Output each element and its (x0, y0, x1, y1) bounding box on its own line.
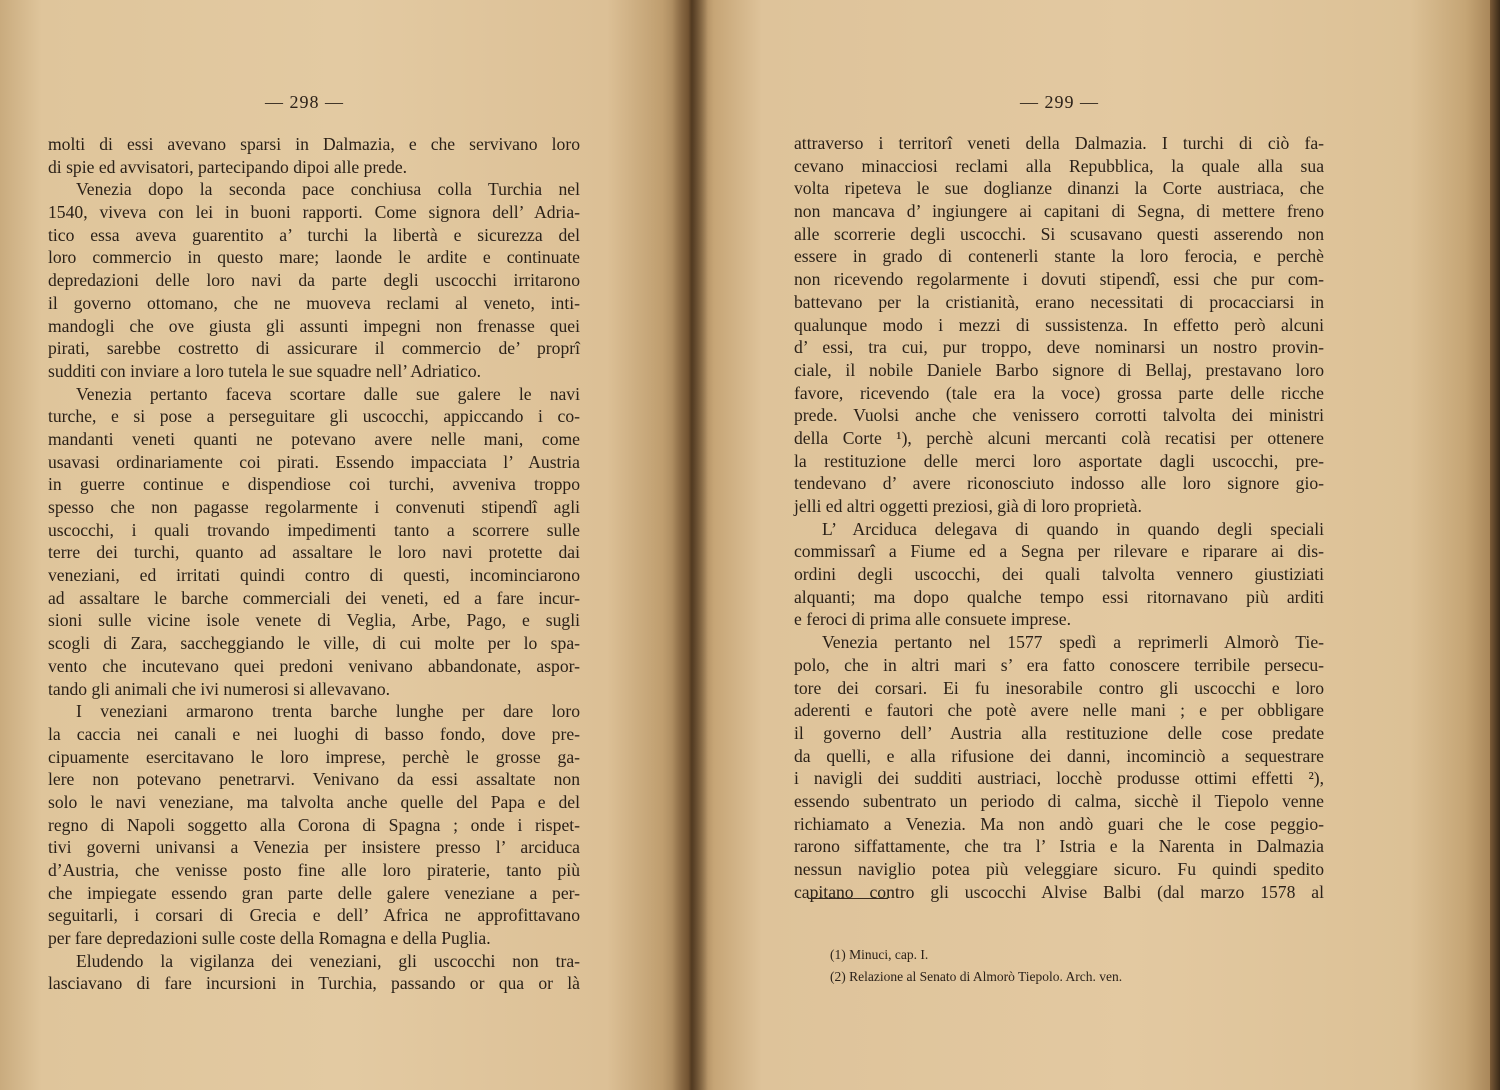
right-page-text (794, 132, 1324, 903)
text-line: regno di Napoli soggetto alla Corona di Spagna ; onde i rispet- (48, 814, 580, 835)
text-line: volta ripeteva le sue doglianze dinanzi la Corte austriaca, che (794, 178, 1324, 199)
text-line: ordini degli uscocchi, dei quali talvolta vennero giustiziati (794, 564, 1324, 585)
text-line: non mancava d’ ingiungere ai capitani di Segna, di mettere freno (794, 201, 1324, 222)
text-line: e feroci di prima alle consuete imprese. (794, 609, 1071, 630)
text-line: essere in grado di contenerli stante la loro ferocia, e perchè (794, 246, 1324, 267)
text-line: seguitarli, i corsari di Grecia e dell’ Africa ne approfittavano (48, 905, 580, 926)
footnotes (830, 944, 1330, 988)
right-page (690, 0, 1490, 1090)
text-line: cipuamente esercitavano le loro imprese, perchè le grosse ga- (48, 746, 580, 767)
text-line: molti di essi avevano sparsi in Dalmazia, e che servivano loro (48, 134, 580, 154)
text-line: qualunque modo i mezzi di sussistenza. In effetto però alcuni (794, 314, 1324, 335)
text-line: spesso che non pagasse regolarmente i convenuti stipendî agli (48, 497, 580, 517)
text-line: commissarî a Fiume ed a Segna per rilevare e riparare ai dis- (794, 541, 1324, 562)
text-line: jelli ed altri oggetti preziosi, già di loro proprietà. (794, 496, 1142, 516)
text-line: depredazioni delle loro navi da parte degli uscocchi irritarono (48, 270, 580, 291)
text-line: che impiegate essendo gran parte delle galere veneziane a per- (48, 882, 580, 903)
text-line: capitano contro gli uscocchi Alvise Balbi (dal marzo 1578 al (794, 881, 1324, 902)
text-line: essendo subentrato un periodo di calma, sicchè il Tiepolo venne (794, 790, 1324, 811)
text-line: pirati, sarebbe costretto di assicurare il commercio de’ proprî (48, 338, 580, 359)
text-line: 1540, viveva con lei in buoni rapporti. Come signora dell’ Adria- (48, 202, 580, 223)
text-line: battevano per la cristianità, erano necessitati di procacciarsi in (794, 291, 1324, 312)
text-line: alquanti; ma dopo qualche tempo essi ritornavano più arditi (794, 586, 1324, 607)
text-line: il governo dell’ Austria alla restituzione delle cose predate (794, 722, 1324, 743)
text-line: la restituzione delle merci loro asportate dagli uscocchi, pre- (794, 450, 1324, 471)
book-gutter (672, 0, 708, 1090)
text-line: terre dei turchi, quanto ad assaltare le loro navi protette dai (48, 542, 580, 563)
text-line: la caccia nei canali e nei luoghi di basso fondo, dove pre- (48, 723, 580, 744)
text-line: rarono siffattamente, che tra l’ Istria e la Narenta in Dalmazia (794, 836, 1324, 857)
text-line: I veneziani armarono trenta barche lunghe per dare loro (76, 701, 580, 722)
text-line: sudditi con inviare a loro tutela le sue squadre nell’ Adriatico. (48, 360, 482, 381)
text-line: d’ essi, tra cui, pur troppo, deve nominarsi un nostro provin- (794, 337, 1324, 358)
text-line: di spie ed avvisatori, partecipando dipoi alle prede. (48, 156, 408, 177)
text-line: i navigli dei sudditi austriaci, locchè produsse ottimi effetti ²), (794, 768, 1324, 789)
text-line: Eludendo la vigilanza dei veneziani, gli uscocchi non tra- (76, 950, 580, 971)
text-line: lere non potevano penetrarvi. Venivano da essi assaltate non (48, 769, 580, 790)
text-line: scogli di Zara, saccheggiando le ville, di cui molte per lo spa- (48, 633, 580, 654)
text-line: tando gli animali che ivi numerosi si allevavano. (48, 678, 391, 699)
text-line: richiamato a Venezia. Ma non andò guari che le cose peggio- (794, 813, 1324, 834)
text-line: polo, che in altri mari s’ era fatto conoscere terribile persecu- (794, 654, 1324, 675)
text-line: nessun naviglio potea più veleggiare sicuro. Fu quindi spedito (794, 859, 1324, 879)
text-line: ciale, il nobile Daniele Barbo signore di Bellaj, prestavano loro (794, 359, 1324, 380)
text-line: in guerre continue e dispendiose coi turchi, avveniva troppo (48, 474, 580, 495)
footnote-divider (808, 898, 888, 899)
text-line: Venezia pertanto nel 1577 spedì a reprimerli Almorò Tie- (822, 632, 1324, 653)
page-edge (1490, 0, 1500, 1090)
text-line: d’Austria, che venisse posto fine alle loro piraterie, tanto più (48, 860, 580, 880)
text-line: turche, e si pose a perseguitare gli uscocchi, appiccando i co- (48, 406, 580, 427)
text-line: sioni sulle vicine isole venete di Veglia, Arbe, Pago, e sugli (48, 610, 580, 631)
text-line: da quelli, e alla rifusione dei danni, incominciò a sequestrare (794, 745, 1324, 766)
text-line: usavasi ordinariamente coi pirati. Essendo impacciata l’ Austria (48, 451, 580, 472)
footnote: (1) Minuci, cap. I. (830, 947, 929, 962)
page-number-right: — 299 — (1020, 92, 1099, 112)
text-line: tore dei corsari. Ei fu inesorabile contro gli uscocchi e loro (794, 677, 1324, 698)
text-line: tico essa aveva guarentito a’ turchi la libertà e sicurezza del (48, 224, 580, 245)
text-line: vento che incutevano quei predoni venivano abbandonate, aspor- (48, 655, 580, 676)
text-line: Venezia pertanto faceva scortare dalle sue galere le navi (76, 383, 580, 404)
text-line: alle scorrerie degli uscocchi. Si scusavano questi asserendo non (794, 223, 1324, 244)
text-line: della Corte ¹), perchè alcuni mercanti colà recatisi per ottenere (794, 427, 1324, 448)
page-number-left: — 298 — (265, 92, 344, 112)
text-line: tendevano d’ avere riconosciuto indosso alle loro signore gio- (794, 473, 1324, 494)
text-line: favore, ricevendo (tale era la voce) grossa parte delle ricche (794, 382, 1324, 403)
text-line: il governo ottomano, che ne muoveva reclami al veneto, inti- (48, 292, 580, 313)
text-line: veneziani, ed irritati quindi contro di questi, incominciarono (48, 565, 580, 586)
text-line: L’ Arciduca delegava di quando in quando degli speciali (822, 518, 1324, 539)
text-line: loro commercio in questo mare; laonde le ardite e continuate (48, 247, 580, 268)
footnote: (2) Relazione al Senato di Almorò Tiepolo. Arch. ven. (830, 969, 1123, 984)
text-line: non ricevendo regolarmente i dovuti stipendî, essi che pur com- (794, 269, 1324, 290)
text-line: prede. Vuolsi anche che venissero corrotti talvolta dei ministri (794, 405, 1324, 426)
text-line: lasciavano di fare incursioni in Turchia, passando or qua or là (48, 973, 580, 994)
text-line: ad assaltare le barche commerciali dei veneti, ed a fare incur- (48, 587, 580, 608)
text-line: uscocchi, i quali trovando impedimenti tanto a scorrere sulle (48, 519, 580, 540)
text-line: per fare depredazioni sulle coste della Romagna e della Puglia. (48, 928, 491, 949)
text-line: Venezia dopo la seconda pace conchiusa colla Turchia nel (76, 179, 580, 200)
text-line: solo le navi veneziane, ma talvolta anche quelle del Papa e del (48, 791, 580, 812)
text-line: aderenti e fautori che potè avere nelle mani ; e per obbligare (794, 700, 1324, 721)
text-line: mandanti veneti quanti ne potevano avere nelle mani, come (48, 428, 580, 449)
text-line: attraverso i territorî veneti della Dalmazia. I turchi di ciò fa- (794, 133, 1324, 153)
text-line: mandogli che ove giusta gli assunti impegni non frenasse quei (48, 315, 580, 336)
text-line: tivi governi univansi a Venezia per insistere presso l’ arciduca (48, 837, 580, 858)
text-line: cevano minacciosi reclami alla Repubblica, la quale alla sua (794, 155, 1324, 176)
left-page-text (48, 133, 580, 995)
left-page (0, 0, 690, 1090)
